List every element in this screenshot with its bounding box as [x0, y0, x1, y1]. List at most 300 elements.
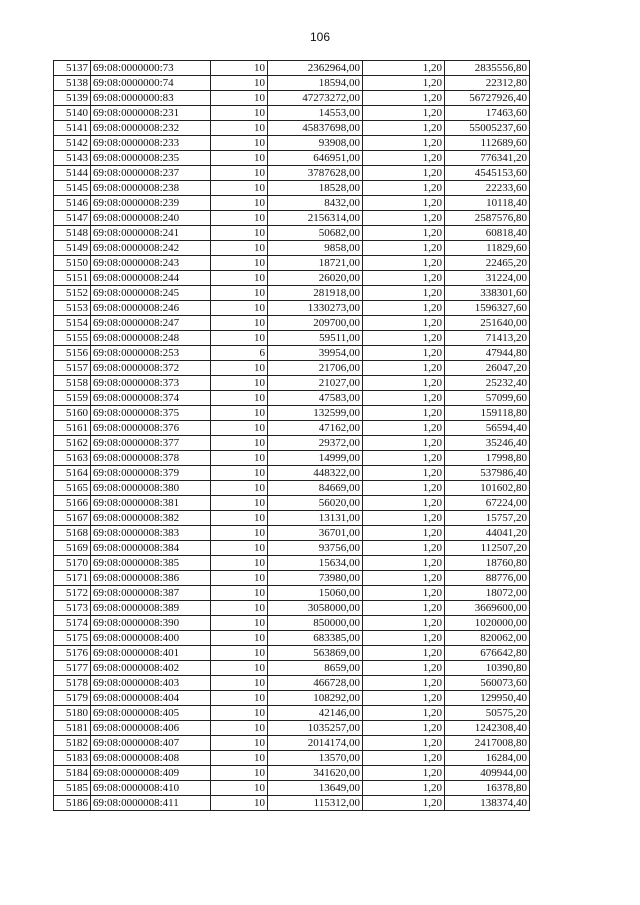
coefficient-k-cell: 10 — [211, 316, 268, 331]
cadastral-value-cell: 84669,00 — [268, 481, 363, 496]
table-row — [54, 136, 530, 151]
cadastral-number-cell: 69:08:0000008:409 — [91, 766, 211, 781]
row-number-cell: 5138 — [54, 76, 91, 91]
coefficient-cell: 1,20 — [363, 736, 445, 751]
result-value-cell: 2587576,80 — [445, 211, 530, 226]
cadastral-value-cell: 8659,00 — [268, 661, 363, 676]
row-number-cell: 5149 — [54, 241, 91, 256]
result-value-cell: 2835556,80 — [445, 61, 530, 76]
cadastral-number-cell: 69:08:0000008:376 — [91, 421, 211, 436]
cadastral-value-cell: 108292,00 — [268, 691, 363, 706]
cadastral-value-cell: 21027,00 — [268, 376, 363, 391]
result-value-cell: 71413,20 — [445, 331, 530, 346]
table-row — [54, 511, 530, 526]
cadastral-value-cell: 36701,00 — [268, 526, 363, 541]
coefficient-cell: 1,20 — [363, 106, 445, 121]
coefficient-k-cell: 10 — [211, 646, 268, 661]
cadastral-number-cell: 69:08:0000008:401 — [91, 646, 211, 661]
coefficient-cell: 1,20 — [363, 391, 445, 406]
table-row — [54, 151, 530, 166]
row-number-cell: 5159 — [54, 391, 91, 406]
coefficient-k-cell: 10 — [211, 721, 268, 736]
table-row — [54, 736, 530, 751]
cadastral-number-cell: 69:08:0000008:377 — [91, 436, 211, 451]
coefficient-cell: 1,20 — [363, 631, 445, 646]
table-row — [54, 721, 530, 736]
cadastral-value-cell: 93756,00 — [268, 541, 363, 556]
cadastral-number-cell: 69:08:0000000:73 — [91, 61, 211, 76]
cadastral-number-cell: 69:08:0000008:244 — [91, 271, 211, 286]
table-row — [54, 61, 530, 76]
cadastral-value-cell: 115312,00 — [268, 796, 363, 811]
table-row — [54, 541, 530, 556]
coefficient-cell: 1,20 — [363, 586, 445, 601]
coefficient-k-cell: 10 — [211, 526, 268, 541]
cadastral-value-cell: 26020,00 — [268, 271, 363, 286]
cadastral-value-cell: 45837698,00 — [268, 121, 363, 136]
coefficient-k-cell: 10 — [211, 91, 268, 106]
result-value-cell: 1596327,60 — [445, 301, 530, 316]
cadastral-number-cell: 69:08:0000008:238 — [91, 181, 211, 196]
coefficient-cell: 1,20 — [363, 706, 445, 721]
table-row — [54, 631, 530, 646]
result-value-cell: 138374,40 — [445, 796, 530, 811]
cadastral-value-cell: 15060,00 — [268, 586, 363, 601]
coefficient-cell: 1,20 — [363, 181, 445, 196]
row-number-cell: 5172 — [54, 586, 91, 601]
coefficient-k-cell: 10 — [211, 76, 268, 91]
table-row — [54, 691, 530, 706]
result-value-cell: 112689,60 — [445, 136, 530, 151]
result-value-cell: 88776,00 — [445, 571, 530, 586]
result-value-cell: 338301,60 — [445, 286, 530, 301]
coefficient-k-cell: 6 — [211, 346, 268, 361]
coefficient-k-cell: 10 — [211, 631, 268, 646]
row-number-cell: 5139 — [54, 91, 91, 106]
table-row — [54, 481, 530, 496]
cadastral-number-cell: 69:08:0000008:381 — [91, 496, 211, 511]
table-row — [54, 586, 530, 601]
row-number-cell: 5150 — [54, 256, 91, 271]
table-row — [54, 751, 530, 766]
coefficient-cell: 1,20 — [363, 691, 445, 706]
cadastral-number-cell: 69:08:0000008:402 — [91, 661, 211, 676]
result-value-cell: 16378,80 — [445, 781, 530, 796]
row-number-cell: 5154 — [54, 316, 91, 331]
cadastral-value-cell: 13649,00 — [268, 781, 363, 796]
coefficient-k-cell: 10 — [211, 436, 268, 451]
coefficient-k-cell: 10 — [211, 736, 268, 751]
cadastral-number-cell: 69:08:0000008:379 — [91, 466, 211, 481]
cadastral-number-cell: 69:08:0000008:384 — [91, 541, 211, 556]
coefficient-k-cell: 10 — [211, 676, 268, 691]
row-number-cell: 5174 — [54, 616, 91, 631]
row-number-cell: 5160 — [54, 406, 91, 421]
cadastral-number-cell: 69:08:0000008:383 — [91, 526, 211, 541]
result-value-cell: 112507,20 — [445, 541, 530, 556]
row-number-cell: 5161 — [54, 421, 91, 436]
table-row — [54, 571, 530, 586]
coefficient-cell: 1,20 — [363, 421, 445, 436]
cadastral-number-cell: 69:08:0000008:253 — [91, 346, 211, 361]
row-number-cell: 5178 — [54, 676, 91, 691]
coefficient-cell: 1,20 — [363, 661, 445, 676]
coefficient-cell: 1,20 — [363, 676, 445, 691]
cadastral-number-cell: 69:08:0000008:245 — [91, 286, 211, 301]
coefficient-k-cell: 10 — [211, 166, 268, 181]
cadastral-value-cell: 73980,00 — [268, 571, 363, 586]
result-value-cell: 67224,00 — [445, 496, 530, 511]
cadastral-number-cell: 69:08:0000008:231 — [91, 106, 211, 121]
cadastral-value-cell: 466728,00 — [268, 676, 363, 691]
row-number-cell: 5171 — [54, 571, 91, 586]
table-row — [54, 496, 530, 511]
table-row — [54, 106, 530, 121]
coefficient-k-cell: 10 — [211, 616, 268, 631]
row-number-cell: 5165 — [54, 481, 91, 496]
cadastral-value-cell: 132599,00 — [268, 406, 363, 421]
table-row — [54, 646, 530, 661]
result-value-cell: 55005237,60 — [445, 121, 530, 136]
cadastral-value-cell: 1035257,00 — [268, 721, 363, 736]
coefficient-k-cell: 10 — [211, 706, 268, 721]
row-number-cell: 5137 — [54, 61, 91, 76]
row-number-cell: 5146 — [54, 196, 91, 211]
row-number-cell: 5183 — [54, 751, 91, 766]
coefficient-k-cell: 10 — [211, 661, 268, 676]
cadastral-table — [53, 60, 530, 811]
cadastral-number-cell: 69:08:0000008:237 — [91, 166, 211, 181]
cadastral-number-cell: 69:08:0000008:410 — [91, 781, 211, 796]
row-number-cell: 5181 — [54, 721, 91, 736]
cadastral-number-cell: 69:08:0000008:403 — [91, 676, 211, 691]
cadastral-value-cell: 2362964,00 — [268, 61, 363, 76]
coefficient-k-cell: 10 — [211, 751, 268, 766]
coefficient-k-cell: 10 — [211, 361, 268, 376]
table-row — [54, 286, 530, 301]
coefficient-cell: 1,20 — [363, 526, 445, 541]
table-row — [54, 331, 530, 346]
coefficient-k-cell: 10 — [211, 61, 268, 76]
cadastral-number-cell: 69:08:0000008:243 — [91, 256, 211, 271]
result-value-cell: 16284,00 — [445, 751, 530, 766]
result-value-cell: 1242308,40 — [445, 721, 530, 736]
table-row — [54, 181, 530, 196]
cadastral-number-cell: 69:08:0000008:372 — [91, 361, 211, 376]
coefficient-cell: 1,20 — [363, 766, 445, 781]
cadastral-value-cell: 18594,00 — [268, 76, 363, 91]
result-value-cell: 22312,80 — [445, 76, 530, 91]
cadastral-number-cell: 69:08:0000008:248 — [91, 331, 211, 346]
coefficient-cell: 1,20 — [363, 211, 445, 226]
row-number-cell: 5145 — [54, 181, 91, 196]
cadastral-number-cell: 69:08:0000000:83 — [91, 91, 211, 106]
coefficient-k-cell: 10 — [211, 421, 268, 436]
cadastral-value-cell: 50682,00 — [268, 226, 363, 241]
result-value-cell: 50575,20 — [445, 706, 530, 721]
row-number-cell: 5179 — [54, 691, 91, 706]
coefficient-cell: 1,20 — [363, 256, 445, 271]
cadastral-number-cell: 69:08:0000008:387 — [91, 586, 211, 601]
row-number-cell: 5168 — [54, 526, 91, 541]
cadastral-number-cell: 69:08:0000008:389 — [91, 601, 211, 616]
coefficient-cell: 1,20 — [363, 376, 445, 391]
coefficient-cell: 1,20 — [363, 331, 445, 346]
table-row — [54, 76, 530, 91]
table-row — [54, 676, 530, 691]
table-row — [54, 766, 530, 781]
cadastral-number-cell: 69:08:0000008:400 — [91, 631, 211, 646]
result-value-cell: 57099,60 — [445, 391, 530, 406]
result-value-cell: 3669600,00 — [445, 601, 530, 616]
cadastral-number-cell: 69:08:0000000:74 — [91, 76, 211, 91]
table-row — [54, 166, 530, 181]
cadastral-value-cell: 850000,00 — [268, 616, 363, 631]
coefficient-k-cell: 10 — [211, 106, 268, 121]
table-row — [54, 271, 530, 286]
row-number-cell: 5167 — [54, 511, 91, 526]
coefficient-cell: 1,20 — [363, 436, 445, 451]
coefficient-k-cell: 10 — [211, 586, 268, 601]
coefficient-cell: 1,20 — [363, 361, 445, 376]
coefficient-k-cell: 10 — [211, 796, 268, 811]
cadastral-value-cell: 2014174,00 — [268, 736, 363, 751]
result-value-cell: 129950,40 — [445, 691, 530, 706]
cadastral-value-cell: 209700,00 — [268, 316, 363, 331]
table-row — [54, 376, 530, 391]
cadastral-number-cell: 69:08:0000008:240 — [91, 211, 211, 226]
coefficient-cell: 1,20 — [363, 301, 445, 316]
result-value-cell: 17998,80 — [445, 451, 530, 466]
result-value-cell: 35246,40 — [445, 436, 530, 451]
cadastral-number-cell: 69:08:0000008:239 — [91, 196, 211, 211]
table-row — [54, 466, 530, 481]
result-value-cell: 10390,80 — [445, 661, 530, 676]
result-value-cell: 676642,80 — [445, 646, 530, 661]
coefficient-k-cell: 10 — [211, 241, 268, 256]
coefficient-cell: 1,20 — [363, 451, 445, 466]
result-value-cell: 10118,40 — [445, 196, 530, 211]
table-row — [54, 526, 530, 541]
coefficient-k-cell: 10 — [211, 136, 268, 151]
table-row — [54, 406, 530, 421]
table-row — [54, 436, 530, 451]
coefficient-cell: 1,20 — [363, 286, 445, 301]
coefficient-k-cell: 10 — [211, 481, 268, 496]
row-number-cell: 5170 — [54, 556, 91, 571]
coefficient-k-cell: 10 — [211, 406, 268, 421]
coefficient-k-cell: 10 — [211, 196, 268, 211]
table-row — [54, 211, 530, 226]
result-value-cell: 22465,20 — [445, 256, 530, 271]
coefficient-cell: 1,20 — [363, 241, 445, 256]
coefficient-cell: 1,20 — [363, 76, 445, 91]
cadastral-number-cell: 69:08:0000008:235 — [91, 151, 211, 166]
cadastral-number-cell: 69:08:0000008:408 — [91, 751, 211, 766]
row-number-cell: 5140 — [54, 106, 91, 121]
row-number-cell: 5184 — [54, 766, 91, 781]
cadastral-value-cell: 646951,00 — [268, 151, 363, 166]
table-row — [54, 241, 530, 256]
coefficient-k-cell: 10 — [211, 211, 268, 226]
cadastral-number-cell: 69:08:0000008:242 — [91, 241, 211, 256]
cadastral-value-cell: 3787628,00 — [268, 166, 363, 181]
row-number-cell: 5141 — [54, 121, 91, 136]
coefficient-k-cell: 10 — [211, 571, 268, 586]
cadastral-number-cell: 69:08:0000008:406 — [91, 721, 211, 736]
coefficient-k-cell: 10 — [211, 121, 268, 136]
cadastral-value-cell: 47273272,00 — [268, 91, 363, 106]
cadastral-number-cell: 69:08:0000008:382 — [91, 511, 211, 526]
result-value-cell: 537986,40 — [445, 466, 530, 481]
result-value-cell: 18760,80 — [445, 556, 530, 571]
cadastral-number-cell: 69:08:0000008:378 — [91, 451, 211, 466]
table-row — [54, 601, 530, 616]
cadastral-value-cell: 42146,00 — [268, 706, 363, 721]
cadastral-value-cell: 18528,00 — [268, 181, 363, 196]
coefficient-cell: 1,20 — [363, 601, 445, 616]
cadastral-number-cell: 69:08:0000008:233 — [91, 136, 211, 151]
table-row — [54, 316, 530, 331]
table-row — [54, 781, 530, 796]
cadastral-value-cell: 14553,00 — [268, 106, 363, 121]
cadastral-number-cell: 69:08:0000008:404 — [91, 691, 211, 706]
row-number-cell: 5164 — [54, 466, 91, 481]
row-number-cell: 5155 — [54, 331, 91, 346]
coefficient-k-cell: 10 — [211, 781, 268, 796]
cadastral-number-cell: 69:08:0000008:386 — [91, 571, 211, 586]
row-number-cell: 5169 — [54, 541, 91, 556]
row-number-cell: 5151 — [54, 271, 91, 286]
cadastral-number-cell: 69:08:0000008:232 — [91, 121, 211, 136]
coefficient-cell: 1,20 — [363, 496, 445, 511]
cadastral-value-cell: 14999,00 — [268, 451, 363, 466]
cadastral-value-cell: 59511,00 — [268, 331, 363, 346]
row-number-cell: 5153 — [54, 301, 91, 316]
coefficient-k-cell: 10 — [211, 376, 268, 391]
row-number-cell: 5147 — [54, 211, 91, 226]
result-value-cell: 560073,60 — [445, 676, 530, 691]
cadastral-number-cell: 69:08:0000008:405 — [91, 706, 211, 721]
table-row — [54, 196, 530, 211]
result-value-cell: 17463,60 — [445, 106, 530, 121]
result-value-cell: 18072,00 — [445, 586, 530, 601]
row-number-cell: 5166 — [54, 496, 91, 511]
row-number-cell: 5158 — [54, 376, 91, 391]
coefficient-cell: 1,20 — [363, 646, 445, 661]
cadastral-value-cell: 563869,00 — [268, 646, 363, 661]
row-number-cell: 5177 — [54, 661, 91, 676]
result-value-cell: 159118,80 — [445, 406, 530, 421]
coefficient-k-cell: 10 — [211, 286, 268, 301]
coefficient-k-cell: 10 — [211, 151, 268, 166]
table-row — [54, 391, 530, 406]
row-number-cell: 5180 — [54, 706, 91, 721]
result-value-cell: 22233,60 — [445, 181, 530, 196]
row-number-cell: 5152 — [54, 286, 91, 301]
result-value-cell: 26047,20 — [445, 361, 530, 376]
result-value-cell: 31224,00 — [445, 271, 530, 286]
result-value-cell: 4545153,60 — [445, 166, 530, 181]
cadastral-value-cell: 683385,00 — [268, 631, 363, 646]
cadastral-number-cell: 69:08:0000008:385 — [91, 556, 211, 571]
coefficient-k-cell: 10 — [211, 331, 268, 346]
row-number-cell: 5148 — [54, 226, 91, 241]
row-number-cell: 5176 — [54, 646, 91, 661]
coefficient-k-cell: 10 — [211, 256, 268, 271]
cadastral-number-cell: 69:08:0000008:375 — [91, 406, 211, 421]
coefficient-cell: 1,20 — [363, 541, 445, 556]
coefficient-k-cell: 10 — [211, 391, 268, 406]
cadastral-value-cell: 56020,00 — [268, 496, 363, 511]
result-value-cell: 776341,20 — [445, 151, 530, 166]
cadastral-number-cell: 69:08:0000008:247 — [91, 316, 211, 331]
coefficient-k-cell: 10 — [211, 766, 268, 781]
cadastral-value-cell: 13570,00 — [268, 751, 363, 766]
table-row — [54, 421, 530, 436]
row-number-cell: 5186 — [54, 796, 91, 811]
row-number-cell: 5182 — [54, 736, 91, 751]
coefficient-k-cell: 10 — [211, 691, 268, 706]
table-row — [54, 361, 530, 376]
cadastral-value-cell: 15634,00 — [268, 556, 363, 571]
coefficient-cell: 1,20 — [363, 91, 445, 106]
coefficient-cell: 1,20 — [363, 406, 445, 421]
cadastral-value-cell: 18721,00 — [268, 256, 363, 271]
cadastral-value-cell: 448322,00 — [268, 466, 363, 481]
cadastral-value-cell: 13131,00 — [268, 511, 363, 526]
table-row — [54, 346, 530, 361]
coefficient-k-cell: 10 — [211, 511, 268, 526]
table-row — [54, 556, 530, 571]
cadastral-value-cell: 39954,00 — [268, 346, 363, 361]
coefficient-cell: 1,20 — [363, 466, 445, 481]
table-row — [54, 91, 530, 106]
cadastral-value-cell: 281918,00 — [268, 286, 363, 301]
result-value-cell: 2417008,80 — [445, 736, 530, 751]
coefficient-k-cell: 10 — [211, 301, 268, 316]
coefficient-cell: 1,20 — [363, 571, 445, 586]
row-number-cell: 5163 — [54, 451, 91, 466]
coefficient-cell: 1,20 — [363, 781, 445, 796]
table-row — [54, 121, 530, 136]
coefficient-cell: 1,20 — [363, 196, 445, 211]
result-value-cell: 251640,00 — [445, 316, 530, 331]
cadastral-number-cell: 69:08:0000008:373 — [91, 376, 211, 391]
coefficient-cell: 1,20 — [363, 226, 445, 241]
row-number-cell: 5143 — [54, 151, 91, 166]
table-row — [54, 616, 530, 631]
coefficient-cell: 1,20 — [363, 721, 445, 736]
coefficient-cell: 1,20 — [363, 556, 445, 571]
coefficient-k-cell: 10 — [211, 601, 268, 616]
result-value-cell: 101602,80 — [445, 481, 530, 496]
coefficient-cell: 1,20 — [363, 346, 445, 361]
coefficient-k-cell: 10 — [211, 226, 268, 241]
cadastral-number-cell: 69:08:0000008:380 — [91, 481, 211, 496]
row-number-cell: 5162 — [54, 436, 91, 451]
result-value-cell: 56594,40 — [445, 421, 530, 436]
cadastral-number-cell: 69:08:0000008:241 — [91, 226, 211, 241]
row-number-cell: 5185 — [54, 781, 91, 796]
page-number: 106 — [309, 30, 331, 44]
cadastral-value-cell: 2156314,00 — [268, 211, 363, 226]
cadastral-value-cell: 341620,00 — [268, 766, 363, 781]
row-number-cell: 5142 — [54, 136, 91, 151]
cadastral-value-cell: 93908,00 — [268, 136, 363, 151]
coefficient-k-cell: 10 — [211, 181, 268, 196]
cadastral-number-cell: 69:08:0000008:246 — [91, 301, 211, 316]
